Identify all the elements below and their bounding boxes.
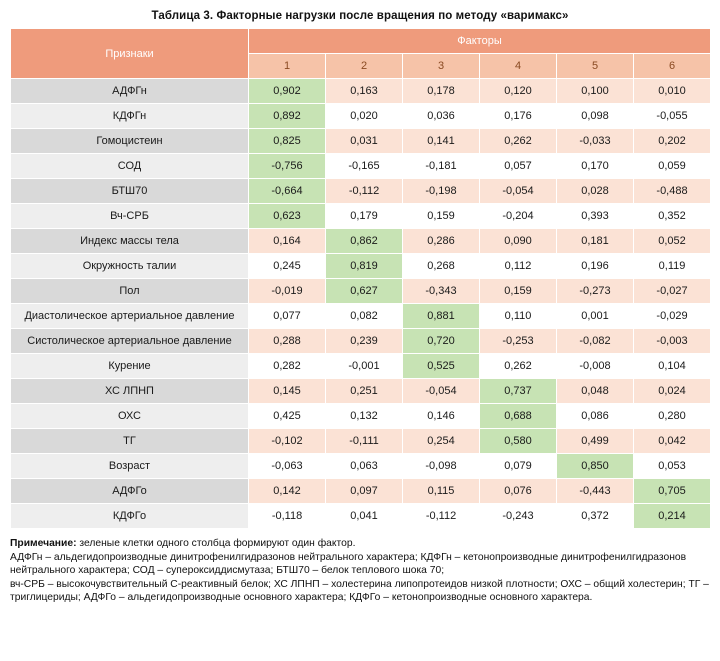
table-row [11, 129, 711, 154]
cell-value: 0,063 [326, 454, 403, 479]
cell-value: 0,286 [403, 229, 480, 254]
cell-value: -0,488 [634, 179, 711, 204]
cell-value: 0,020 [326, 104, 403, 129]
table-row [11, 504, 711, 529]
cell-value: 0,145 [249, 379, 326, 404]
cell-value: 0,499 [557, 429, 634, 454]
table-row [11, 304, 711, 329]
table-row [11, 154, 711, 179]
row-label: Возраст [11, 454, 249, 479]
cell-value: -0,033 [557, 129, 634, 154]
cell-value: 0,001 [557, 304, 634, 329]
table-row [11, 179, 711, 204]
cell-value: -0,204 [480, 204, 557, 229]
table-row [11, 429, 711, 454]
cell-value: -0,063 [249, 454, 326, 479]
table-row [11, 204, 711, 229]
cell-value: 0,112 [480, 254, 557, 279]
table-row [11, 104, 711, 129]
row-label: ХС ЛПНП [11, 379, 249, 404]
row-label: ТГ [11, 429, 249, 454]
cell-value: 0,254 [403, 429, 480, 454]
cell-value: 0,142 [249, 479, 326, 504]
cell-value: 0,076 [480, 479, 557, 504]
cell-value: 0,862 [326, 229, 403, 254]
row-label: Вч-СРБ [11, 204, 249, 229]
cell-value: 0,262 [480, 129, 557, 154]
cell-value: -0,343 [403, 279, 480, 304]
header-factors: Факторы [249, 29, 711, 54]
cell-value: 0,031 [326, 129, 403, 154]
cell-value: -0,243 [480, 504, 557, 529]
header-factor-6: 6 [634, 54, 711, 79]
cell-value: -0,029 [634, 304, 711, 329]
table-row [11, 379, 711, 404]
cell-value: 0,059 [634, 154, 711, 179]
row-label: АДФГо [11, 479, 249, 504]
cell-value: -0,443 [557, 479, 634, 504]
row-label: Пол [11, 279, 249, 304]
cell-value: 0,623 [249, 204, 326, 229]
factor-loadings-table [10, 28, 711, 529]
cell-value: -0,756 [249, 154, 326, 179]
cell-value: 0,079 [480, 454, 557, 479]
cell-value: 0,110 [480, 304, 557, 329]
row-label: Курение [11, 354, 249, 379]
table-row [11, 279, 711, 304]
cell-value: -0,027 [634, 279, 711, 304]
cell-value: -0,102 [249, 429, 326, 454]
row-label: БТШ70 [11, 179, 249, 204]
header-factor-3: 3 [403, 54, 480, 79]
cell-value: 0,737 [480, 379, 557, 404]
header-row-top [11, 29, 711, 54]
row-label: АДФГн [11, 79, 249, 104]
cell-value: 0,176 [480, 104, 557, 129]
note-line-2: АДФГн – альдегидопроизводные динитрофенилгидразонов нейтрального характера; КДФГн – кетонопроизводные динитрофенилгидразонов нейтрального характера; СОД – супероксиддисмутаза; БТШ70 – белок теплового шока 70; [10, 551, 687, 577]
cell-value: 0,580 [480, 429, 557, 454]
cell-value: 0,164 [249, 229, 326, 254]
cell-value: 0,202 [634, 129, 711, 154]
cell-value: 0,393 [557, 204, 634, 229]
cell-value: -0,165 [326, 154, 403, 179]
cell-value: -0,082 [557, 329, 634, 354]
table-row [11, 329, 711, 354]
cell-value: 0,214 [634, 504, 711, 529]
cell-value: -0,664 [249, 179, 326, 204]
cell-value: 0,280 [634, 404, 711, 429]
cell-value: 0,372 [557, 504, 634, 529]
cell-value: 0,688 [480, 404, 557, 429]
note-line-3: вч-СРБ – высокочувствительный С-реактивный белок; ХС ЛПНП – холестерина липопротеидов низкой плотности; ОХС – общий холестерин; ТГ – триглицериды; АДФГо – альдегидопроизводные основного характера; КДФГо – кетонопроизводные основного характера. [10, 578, 709, 604]
table-row [11, 229, 711, 254]
cell-value: 0,705 [634, 479, 711, 504]
table-body [11, 79, 711, 529]
cell-value: 0,097 [326, 479, 403, 504]
cell-value: -0,118 [249, 504, 326, 529]
cell-value: 0,179 [326, 204, 403, 229]
cell-value: 0,268 [403, 254, 480, 279]
header-factor-4: 4 [480, 54, 557, 79]
cell-value: 0,120 [480, 79, 557, 104]
cell-value: 0,525 [403, 354, 480, 379]
table-caption: Таблица 3. Факторные нагрузки после вращения по методу «варимакс» [151, 10, 569, 22]
cell-value: 0,132 [326, 404, 403, 429]
header-factor-5: 5 [557, 54, 634, 79]
cell-value: -0,198 [403, 179, 480, 204]
cell-value: 0,036 [403, 104, 480, 129]
cell-value: 0,819 [326, 254, 403, 279]
cell-value: 0,720 [403, 329, 480, 354]
cell-value: 0,042 [634, 429, 711, 454]
cell-value: 0,119 [634, 254, 711, 279]
row-label: Гомоцистеин [11, 129, 249, 154]
cell-value: 0,825 [249, 129, 326, 154]
cell-value: 0,239 [326, 329, 403, 354]
table-row [11, 479, 711, 504]
note-title: Примечание: [10, 538, 77, 549]
cell-value: 0,024 [634, 379, 711, 404]
cell-value: 0,090 [480, 229, 557, 254]
cell-value: 0,881 [403, 304, 480, 329]
cell-value: 0,288 [249, 329, 326, 354]
cell-value: -0,112 [403, 504, 480, 529]
table-note [10, 537, 710, 605]
note-title-rest: зеленые клетки одного столбца формируют один фактор. [76, 538, 356, 549]
cell-value: 0,352 [634, 204, 711, 229]
cell-value: 0,098 [557, 104, 634, 129]
table-row [11, 79, 711, 104]
cell-value: 0,892 [249, 104, 326, 129]
cell-value: -0,054 [480, 179, 557, 204]
cell-value: 0,052 [634, 229, 711, 254]
cell-value: 0,053 [634, 454, 711, 479]
header-factor-1: 1 [249, 54, 326, 79]
cell-value: 0,262 [480, 354, 557, 379]
row-label: СОД [11, 154, 249, 179]
cell-value: 0,251 [326, 379, 403, 404]
table-row [11, 254, 711, 279]
cell-value: 0,245 [249, 254, 326, 279]
cell-value: 0,850 [557, 454, 634, 479]
header-signs: Признаки [11, 29, 249, 79]
cell-value: 0,115 [403, 479, 480, 504]
cell-value: -0,112 [326, 179, 403, 204]
cell-value: 0,057 [480, 154, 557, 179]
cell-value: -0,181 [403, 154, 480, 179]
cell-value: -0,003 [634, 329, 711, 354]
cell-value: -0,008 [557, 354, 634, 379]
cell-value: 0,178 [403, 79, 480, 104]
cell-value: 0,425 [249, 404, 326, 429]
table-row [11, 404, 711, 429]
cell-value: 0,902 [249, 79, 326, 104]
cell-value: -0,111 [326, 429, 403, 454]
note-line-1 [10, 537, 710, 551]
table-row [11, 454, 711, 479]
cell-value: 0,141 [403, 129, 480, 154]
table-row [11, 354, 711, 379]
cell-value: 0,163 [326, 79, 403, 104]
table-head [11, 29, 711, 79]
cell-value: -0,019 [249, 279, 326, 304]
row-label: ОХС [11, 404, 249, 429]
cell-value: -0,055 [634, 104, 711, 129]
row-label: Систолическое артериальное давление [11, 329, 249, 354]
cell-value: 0,048 [557, 379, 634, 404]
cell-value: 0,082 [326, 304, 403, 329]
cell-value: 0,627 [326, 279, 403, 304]
cell-value: 0,146 [403, 404, 480, 429]
cell-value: 0,077 [249, 304, 326, 329]
cell-value: -0,273 [557, 279, 634, 304]
row-label: КДФГн [11, 104, 249, 129]
cell-value: 0,159 [403, 204, 480, 229]
row-label: Диастолическое артериальное давление [11, 304, 249, 329]
cell-value: 0,028 [557, 179, 634, 204]
cell-value: 0,100 [557, 79, 634, 104]
cell-value: -0,098 [403, 454, 480, 479]
cell-value: -0,253 [480, 329, 557, 354]
cell-value: 0,041 [326, 504, 403, 529]
row-label: Окружность талии [11, 254, 249, 279]
cell-value: -0,054 [403, 379, 480, 404]
cell-value: 0,159 [480, 279, 557, 304]
row-label: КДФГо [11, 504, 249, 529]
cell-value: 0,282 [249, 354, 326, 379]
cell-value: 0,196 [557, 254, 634, 279]
cell-value: 0,010 [634, 79, 711, 104]
cell-value: 0,170 [557, 154, 634, 179]
header-factor-2: 2 [326, 54, 403, 79]
row-label: Индекс массы тела [11, 229, 249, 254]
cell-value: 0,104 [634, 354, 711, 379]
cell-value: -0,001 [326, 354, 403, 379]
cell-value: 0,181 [557, 229, 634, 254]
cell-value: 0,086 [557, 404, 634, 429]
